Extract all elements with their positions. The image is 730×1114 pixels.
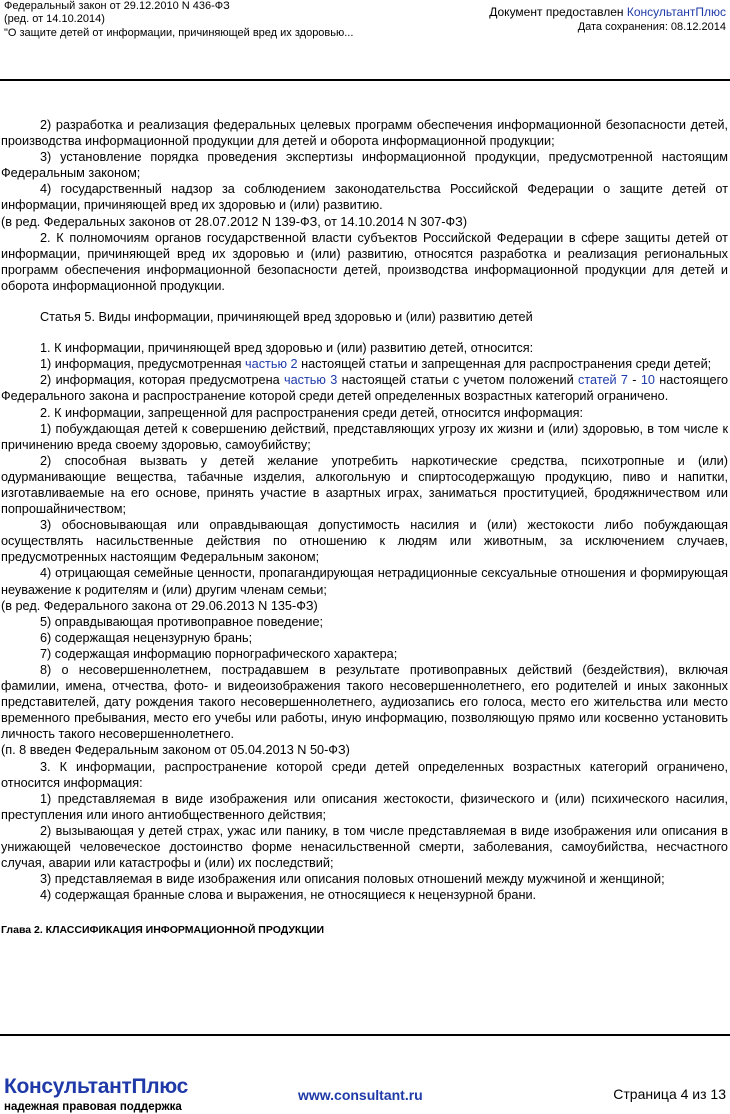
text-run: 1) информация, предусмотренная — [40, 357, 246, 372]
document-body — [1, 117, 728, 939]
paragraph: 3) обосновывающая или оправдывающая допустимость насилия и (или) жестокости либо побуждающая осуществлять насильственные действия по отношению к людям или животным, за исключением случаев, предусмотренных настоящим Федеральным законом; — [1, 518, 728, 565]
spacer — [1, 903, 728, 918]
link-article-10[interactable]: 10 — [640, 373, 655, 388]
paragraph — [1, 372, 728, 404]
paragraph: 8) о несовершеннолетнем, пострадавшем в результате противоправных действий (бездействия), включая фамилии, имена, отчества, фото- и видеоизображения такого несовершеннолетнего, его родителей и иных законных представителей, дату рождения такого несовершеннолетнего, аудиозапись его голоса, место его жительства или место временного пребывания, место его учебы или работы, иную информацию, позволяющую прямо или косвенно установить личность такого несовершеннолетнего. — [1, 663, 728, 742]
law-edition: (ред. от 14.10.2014) — [4, 13, 105, 26]
edition-note: (в ред. Федерального закона от 29.06.2013 N 135-ФЗ) — [1, 598, 318, 613]
text-run: настоящей статьи и запрещенная для распространения среди детей; — [297, 357, 712, 372]
paragraph: 4) отрицающая семейные ценности, пропагандирующая нетрадиционные сексуальные отношения и формирующая неуважение к родителям и (или) другим членам семьи; — [1, 566, 728, 597]
provided-prefix: Документ предоставлен — [489, 5, 627, 19]
paragraph: 1) побуждающая детей к совершению действий, представляющих угрозу их жизни и (или) здоровью, в том числе к причинению вреда своему здоровью, самоубийству; — [1, 421, 728, 452]
paragraph: 2. К полномочиям органов государственной власти субъектов Российской Федерации в сфере защиты детей от информации, причиняющей вред их здоровью и (или) развитию, относятся разработка и реализация региональных программ обеспечения информационной безопасности детей, производства информационной продукции для детей и оборота информационной продукции. — [1, 230, 728, 293]
spacer — [1, 294, 728, 309]
page-number: Страница 4 из 13 — [613, 1086, 726, 1102]
edition-note: (в ред. Федеральных законов от 28.07.2012 N 139-ФЗ, от 14.10.2014 N 307-ФЗ) — [1, 214, 468, 229]
chapter-heading: Глава 2. КЛАССИФИКАЦИЯ ИНФОРМАЦИОННОЙ ПРОДУКЦИИ — [1, 924, 325, 937]
law-title: Федеральный закон от 29.12.2010 N 436-ФЗ — [4, 0, 230, 12]
website-link[interactable]: www.consultant.ru — [298, 1087, 423, 1103]
edition-note: (п. 8 введен Федеральным законом от 05.04.2013 N 50-ФЗ) — [1, 743, 350, 758]
paragraph: 2. К информации, запрещенной для распространения среди детей, относится информация: — [40, 405, 584, 420]
paragraph: 3) представляемая в виде изображения или описания половых отношений между мужчиной и женщиной; — [40, 872, 665, 887]
paragraph: 2) способная вызвать у детей желание употребить наркотические средства, психотропные и (или) одурманивающие вещества, табачные изделия, алкогольную и спиртосодержащую продукцию, пиво и напитки, изготавливаемые на его основе, принять участие в азартных играх, заниматься проституцией, бродяжничеством или попрошайничеством; — [1, 453, 728, 517]
text-run: настоящей статьи с учетом положений — [337, 373, 579, 388]
paragraph: 3) установление порядка проведения экспертизы информационной продукции, предусмотренной настоящим Федеральным законом; — [1, 150, 728, 181]
paragraph: 6) содержащая нецензурную брань; — [40, 630, 253, 645]
paragraph — [1, 356, 728, 372]
paragraph: 1. К информации, причиняющей вред здоровью и (или) развитию детей, относится: — [40, 341, 534, 356]
text-run: 2) информация, которая предусмотрена — [40, 373, 284, 388]
footer-divider — [0, 1034, 730, 1036]
paragraph: 5) оправдывающая противоправное поведение; — [40, 614, 324, 629]
header-divider — [0, 79, 730, 81]
article-heading: Статья 5. Виды информации, причиняющей вред здоровью и (или) развитию детей — [40, 310, 533, 325]
paragraph: 4) содержащая бранные слова и выражения, не относящиеся к нецензурной брани. — [40, 888, 537, 903]
law-subject: "О защите детей от информации, причиняющей вред их здоровью... — [4, 26, 354, 39]
paragraph: 2) вызывающая у детей страх, ужас или панику, в том числе представляемая в виде изображения или описания в унижающей человеческое достоинство форме ненасильственной смерти, заболевания, самоубийства, несчастного случая, аварии или катастрофы и (или) их последствий; — [1, 823, 728, 871]
logo-tagline: надежная правовая поддержка — [4, 1101, 182, 1113]
paragraph: 1) представляемая в виде изображения или описания жестокости, физического и (или) психического насилия, преступления или иного антиобщественного действия; — [1, 791, 728, 822]
saved-date: Дата сохранения: 08.12.2014 — [577, 21, 726, 33]
text-run: настоящего Федерального закона и распространение которой среди детей определенных возрастных категорий ограничено. — [1, 373, 729, 404]
consultant-logo — [4, 1075, 188, 1114]
logo-name: КонсультантПлюс — [4, 1075, 189, 1098]
header-right — [489, 4, 726, 34]
paragraph: 4) государственный надзор за соблюдением законодательства Российской Федерации о защите детей от информации, причиняющей вред их здоровью и (или) развитию. — [1, 182, 728, 213]
link-part-3[interactable]: частью 3 — [283, 373, 338, 388]
link-part-2[interactable]: частью 2 — [245, 357, 298, 372]
paragraph: 2) разработка и реализация федеральных целевых программ обеспечения информационной безопасности детей, производства информационной продукции для детей и оборота информационной продукции; — [1, 118, 728, 149]
paragraph: 3. К информации, распространение которой среди детей определенных возрастных категорий ограничено, относится информация: — [1, 759, 728, 790]
text-run: - — [628, 373, 641, 388]
header-left — [4, 0, 353, 40]
link-article-7[interactable]: статей 7 — [578, 373, 628, 388]
provided-brand-link[interactable]: КонсультантПлюс — [626, 5, 726, 19]
spacer — [1, 325, 728, 340]
provided-by — [489, 4, 726, 20]
paragraph: 7) содержащая информацию порнографического характера; — [40, 646, 398, 661]
